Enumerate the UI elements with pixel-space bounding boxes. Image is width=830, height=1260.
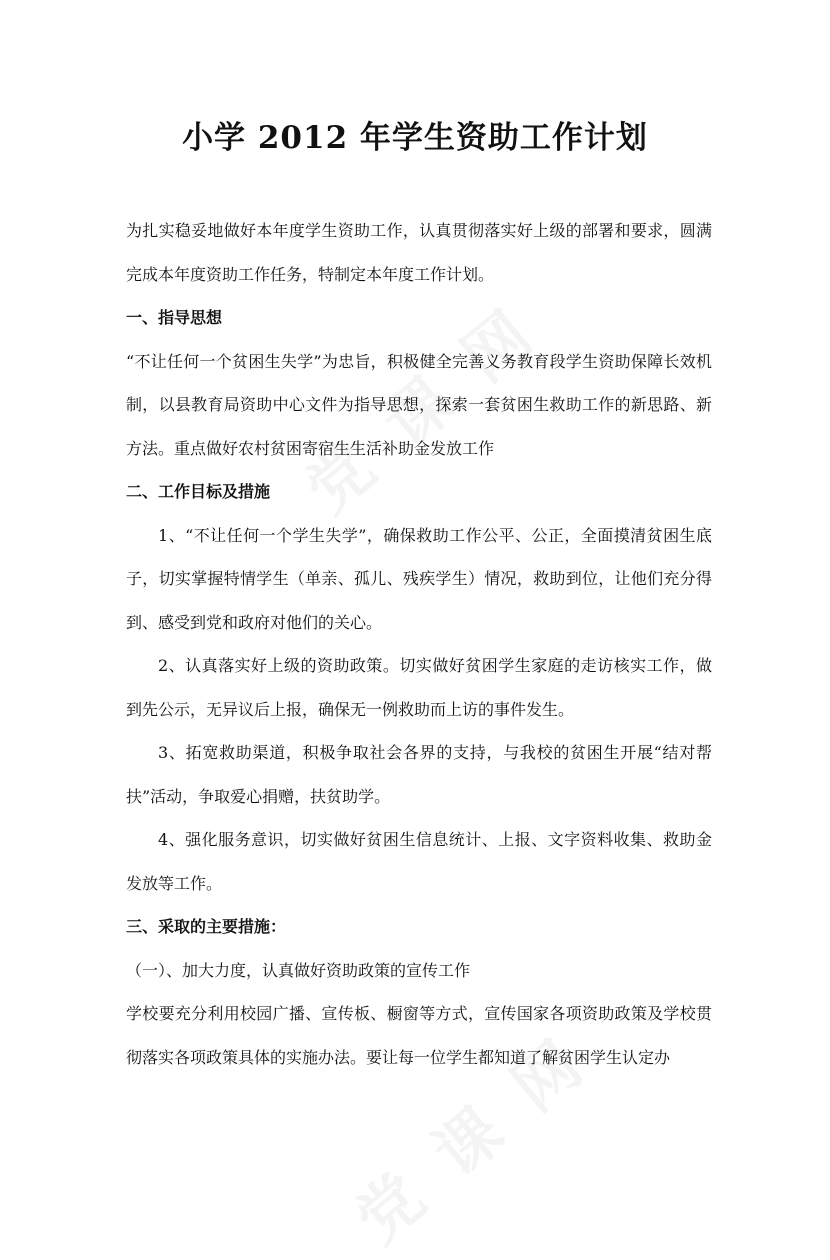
goal-item-4: 4、强化服务意识，切实做好贫困生信息统计、上报、文字资料收集、救助金发放等工作。 bbox=[126, 830, 712, 893]
publicity-paragraph: 学校要充分利用校园广播、宣传板、橱窗等方式，宣传国家各项资助政策及学校贯彻落实各项政策具体的实施办法。要让每一位学生都知道了解贫困学生认定办 bbox=[126, 1004, 712, 1067]
goal-item-3: 3、拓宽救助渠道，积极争取社会各界的支持，与我校的贫困生开展“结对帮扶”活动，争取爱心捐赠，扶贫助学。 bbox=[126, 743, 712, 806]
section-heading-goals-measures: 二、工作目标及措施 bbox=[126, 482, 271, 501]
guiding-ideology-paragraph: “不让任何一个贫困生失学”为忠旨，积极健全完善义务教育段学生资助保障长效机制，以县教育局资助中心文件为指导思想，探索一套贫困生救助工作的新思路、新方法。重点做好农村贫困寄宿生生活补助金发放工作 bbox=[126, 351, 712, 458]
document-body bbox=[126, 209, 712, 1079]
subsection-heading-publicity: （一）、加大力度，认真做好资助政策的宣传工作 bbox=[126, 960, 471, 980]
goal-item-2: 2、认真落实好上级的资助政策。切实做好贫困学生家庭的走访核实工作，做到先公示，无异议后上报，确保无一例救助而上访的事件发生。 bbox=[126, 656, 712, 719]
intro-paragraph: 为扎实稳妥地做好本年度学生资助工作，认真贯彻落实好上级的部署和要求，圆满完成本年度资助工作任务，特制定本年度工作计划。 bbox=[126, 221, 712, 284]
section-heading-guiding-ideology: 一、指导思想 bbox=[126, 308, 223, 327]
goal-item-1: 1、“不让任何一个学生失学”，确保救助工作公平、公正，全面摸清贫困生底子，切实掌握特情学生（单亲、孤儿、残疾学生）情况，救助到位，让他们充分得到、感受到党和政府对他们的关心。 bbox=[126, 525, 712, 632]
section-heading-main-measures: 三、采取的主要措施： bbox=[126, 917, 287, 936]
document-title: 小学 2012 年学生资助工作计划 bbox=[182, 120, 648, 156]
